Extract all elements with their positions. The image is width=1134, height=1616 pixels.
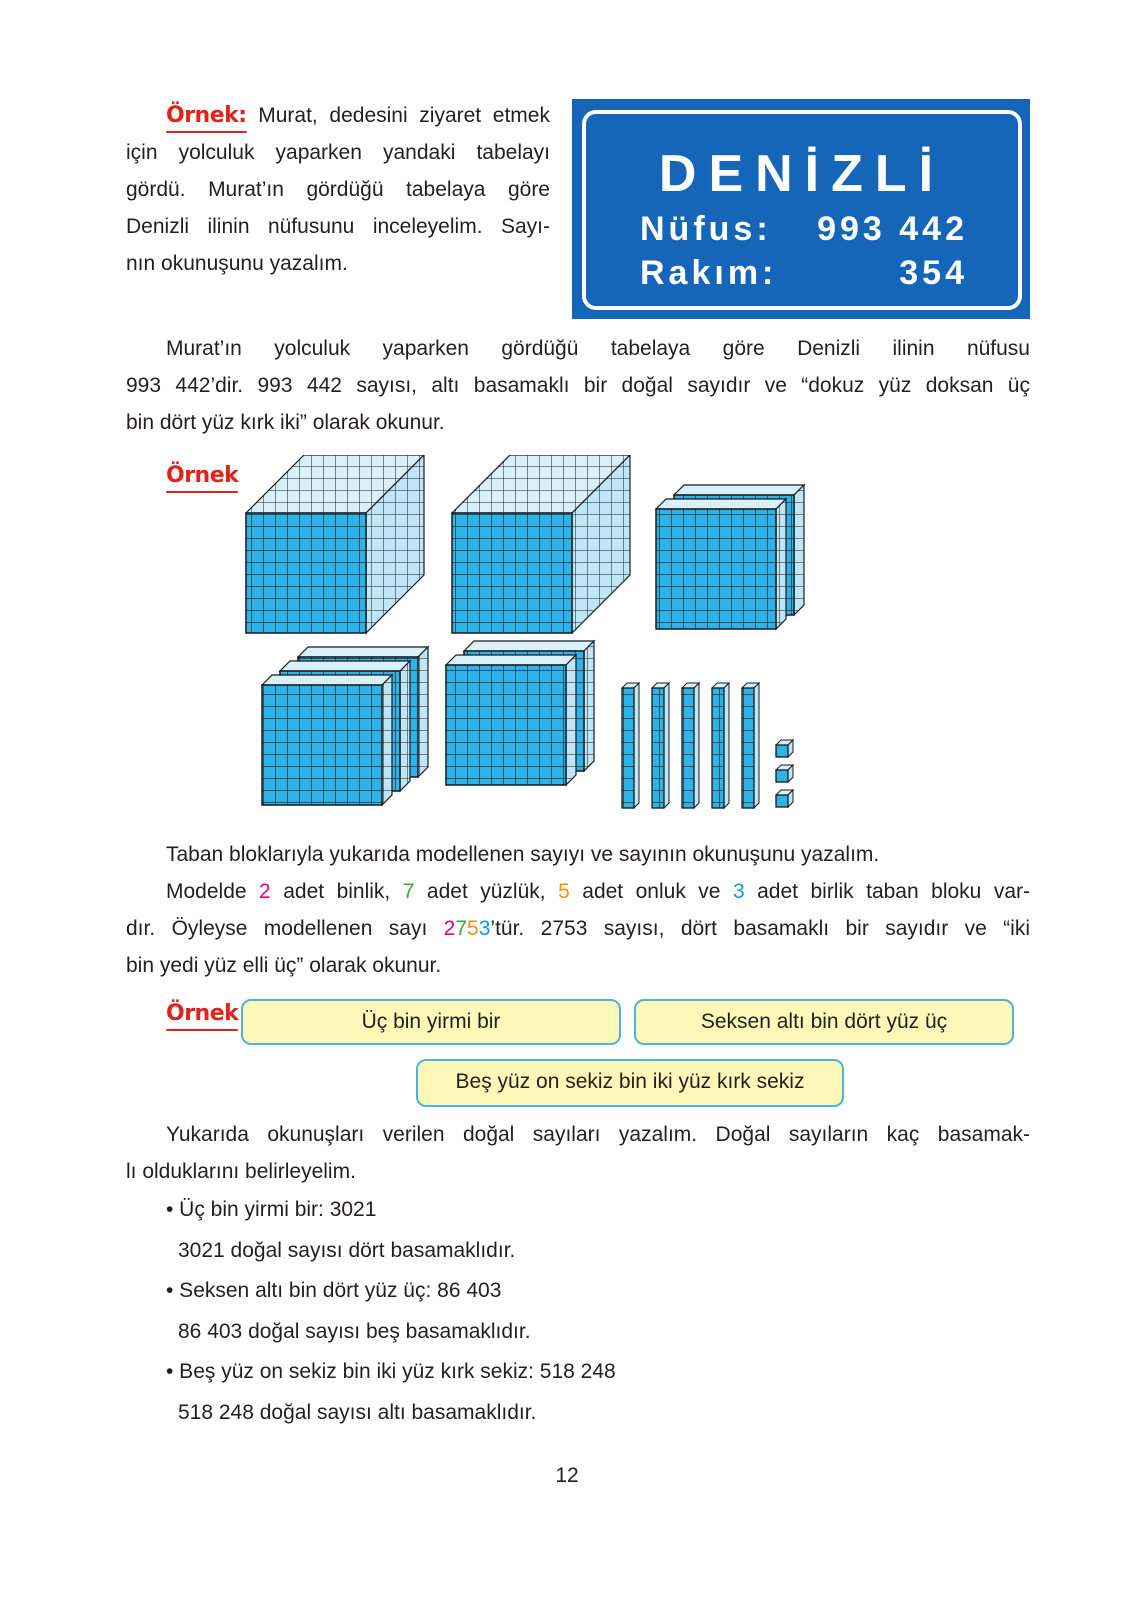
answers-list [166,1190,1026,1434]
blocks-explanation-line-1: Modelde 2 adet binlik, 7 adet yüzlük, 5 adet onluk ve 3 adet birlik taban bloku var- [166,880,1030,903]
sign-population-label: Nüfus: [640,210,772,248]
sign-population-value: 993 442 [817,210,968,248]
city-road-sign [572,99,1030,319]
digit-thousands: 2 [443,917,456,940]
count-tens: 5 [558,880,570,903]
ten-rod-5 [742,683,759,808]
count-ones: 3 [732,880,745,903]
blocks-explanation-line-2: dır. Öyleyse modellenen sayı 2753’tür. 2753 sayısı, dört basamaklı bir sayıdır ve “iki [126,917,1030,940]
thousand-block-2 [452,455,630,633]
reading-box-2: Seksen altı bin dört yüz üç [634,999,1014,1045]
hundred-block-5 [262,675,392,805]
answer-2-detail: 86 403 doğal sayısı beş basamaklıdır. [178,1319,531,1343]
sign-altitude-value: 354 [899,254,968,292]
answer-1-bullet: • Üç bin yirmi bir: 3021 [166,1198,377,1221]
answer-3-detail: 518 248 doğal sayısı altı basamaklıdır. [178,1400,537,1424]
digit-tens: 5 [467,917,479,940]
reading-box-3: Beş yüz on sekiz bin iki yüz kırk sekiz [416,1059,844,1107]
example-label-2: Örnek [166,463,238,488]
intro-line-4: Denizli ilinin nüfusunu inceleyelim. Sayı- [126,215,550,238]
thousand-block-1 [246,455,424,633]
blocks-instruction: Taban bloklarıyla yukarıda modellenen sayıyı ve sayının okunuşunu yazalım. [166,843,880,866]
sign-altitude-row [640,254,968,293]
blocks-explanation [126,873,1030,984]
unit-cube-3 [776,790,793,807]
readings-intro [126,1116,1030,1190]
sign-population-row [640,210,968,249]
readings-intro-line-2: lı olduklarını belirleyelim. [126,1160,356,1183]
digit-hundreds: 7 [455,917,468,940]
example-label-1: Örnek: [166,103,247,128]
explanation-line-1: Murat’ın yolculuk yaparken gördüğü tabelaya göre Denizli ilinin nüfusu [166,337,1030,360]
ten-rod-3 [682,683,699,808]
count-thousands: 2 [259,880,271,903]
intro-line-3: gördü. Murat’ın gördüğü tabelaya göre [126,178,550,201]
explanation-line-2: 993 442’dir. 993 442 sayısı, altı basamaklı bir doğal sayıdır ve “dokuz yüz doksan üç [126,374,1030,397]
answer-1-detail: 3021 doğal sayısı dört basamaklıdır. [178,1238,516,1262]
hundred-block-7 [446,655,576,785]
answer-3-bullet: • Beş yüz on sekiz bin iki yüz kırk sekiz: 518 248 [166,1360,616,1384]
intro-line-5: nın okunuşunu yazalım. [126,252,348,275]
unit-cube-2 [776,765,793,782]
population-explanation [126,330,1030,441]
explanation-line-3: bin dört yüz kırk iki” olarak okunur. [126,411,445,434]
readings-intro-line-1: Yukarıda okunuşları verilen doğal sayıları yazalım. Doğal sayıların kaç basamak- [166,1123,1030,1146]
intro-line-2: için yolculuk yaparken yandaki tabelayı [126,141,550,164]
blocks-explanation-line-3: bin yedi yüz elli üç” olarak okunur. [126,954,442,977]
digit-ones: 3 [478,917,491,940]
count-hundreds: 7 [402,880,415,903]
example-label-3: Örnek [166,1001,238,1026]
ten-rod-4 [712,683,729,808]
intro-text [126,97,550,282]
page-number: 12 [555,1464,579,1487]
hundred-block-2 [656,499,786,629]
unit-cube-1 [776,740,793,757]
intro-line-1: Örnek: Murat, dedesini ziyaret etmek [126,97,550,134]
sign-city-name: DENİZLİ [658,145,946,203]
sign-altitude-label: Rakım: [640,254,778,292]
base-ten-blocks-illustration [0,455,1134,835]
reading-box-1: Üç bin yirmi bir [241,999,621,1045]
ten-rod-2 [652,683,669,808]
sign-border [582,110,1022,310]
answer-2-bullet: • Seksen altı bin dört yüz üç: 86 403 [166,1279,502,1303]
ten-rod-1 [622,683,639,808]
